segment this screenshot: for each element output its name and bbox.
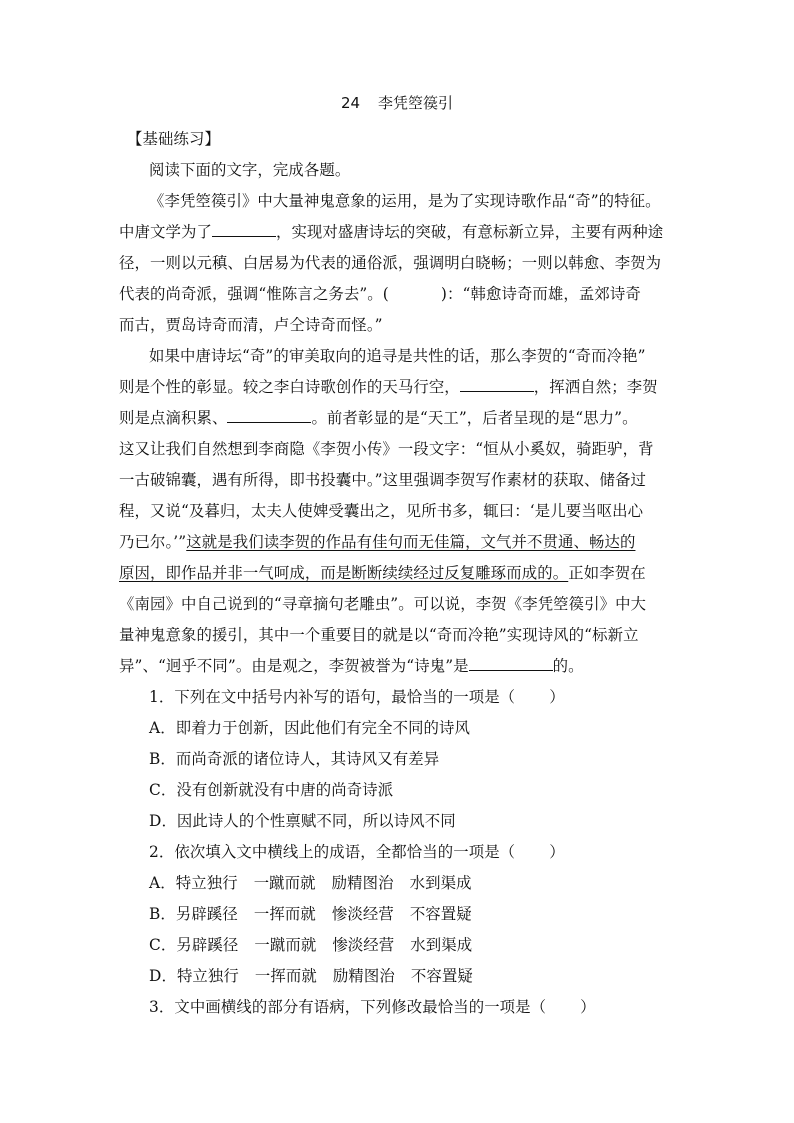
question-stem: 1．下列在文中括号内补写的语句，最恰当的一项是（ ）	[149, 688, 565, 706]
option-d[interactable]: D．特立独行 一挥而就 励精图治 不容置疑	[149, 967, 473, 985]
question-3	[119, 992, 675, 1023]
fill-blank-3[interactable]	[227, 408, 311, 423]
passage-line: 代表的尚奇派，强调“惟陈言之务去”。( )：“韩愈诗奇而雄，孟郊诗奇	[119, 285, 641, 303]
instruction-text: 阅读下面的文字，完成各题。	[149, 161, 351, 179]
fill-blank-2[interactable]	[460, 377, 534, 392]
passage-line: 《南园》中自己说到的“寻章摘句老雕虫”。可以说，李贺《李凭箜篌引》中大	[119, 595, 647, 613]
question-stem: 3．文中画横线的部分有语病，下列修改最恰当的一项是（ ）	[149, 998, 596, 1016]
question-stem: 2．依次填入文中横线上的成语，全都恰当的一项是（ ）	[149, 843, 565, 861]
passage-line: 径，一则以元稹、白居易为代表的通俗派，强调明白晓畅；一则以韩愈、李贺为	[119, 254, 662, 272]
underlined-sentence: 这就是我们读李贺的作品有佳句而无佳篇，文气并不贯通、畅达的	[186, 533, 636, 551]
lesson-title: 李凭箜篌引	[378, 94, 454, 112]
passage-line: 《李凭箜篌引》中大量神鬼意象的运用，是为了实现诗歌作品“奇”的特征。	[149, 192, 661, 210]
document-page	[119, 88, 675, 1023]
option-d[interactable]: D．因此诗人的个性禀赋不同，所以诗风不同	[149, 812, 456, 830]
option-c[interactable]: C．另辟蹊径 一蹴而就 惨淡经营 水到渠成	[149, 936, 473, 954]
fill-blank-4[interactable]	[469, 656, 553, 671]
passage-line: 而古，贾岛诗奇而清，卢仝诗奇而怪。”	[119, 316, 383, 334]
passage-paragraph-2	[119, 341, 675, 682]
passage-line: 程，又说“及暮归，太夫人使婢受囊出之，见所书多，辄曰：‘是儿要当呕出心	[119, 502, 644, 520]
passage-line: 如果中唐诗坛“奇”的审美取向的追寻是共性的话，那么李贺的“奇而冷艳”	[149, 347, 646, 365]
option-a[interactable]: A．特立独行 一蹴而就 励精图治 水到渠成	[149, 874, 472, 892]
page-title	[119, 88, 675, 118]
passage-line: 一古破锦囊，遇有所得，即书投囊中。”这里强调李贺写作素材的获取、储备过	[119, 471, 646, 489]
option-b[interactable]: B．而尚奇派的诸位诗人，其诗风又有差异	[149, 750, 440, 768]
passage-line: 这又让我们自然想到李商隐《李贺小传》一段文字：“恒从小奚奴，骑距驴，背	[119, 440, 654, 458]
option-c[interactable]: C．没有创新就没有中唐的尚奇诗派	[149, 781, 394, 799]
passage-line: 中唐文学为了 ，实现对盛唐诗坛的突破，有意标新立异，主要有两种途	[119, 223, 664, 241]
lesson-number: 24	[340, 94, 361, 112]
option-a[interactable]: A．即着力于创新，因此他们有完全不同的诗风	[149, 719, 471, 737]
passage-line: 则是点滴积累、 。前者彰显的是“天工”，后者呈现的是“思力”。	[119, 409, 638, 427]
passage-line: 量神鬼意象的援引，其中一个重要目的就是以“奇而冷艳”实现诗风的“标新立	[119, 626, 639, 644]
fill-blank-1[interactable]	[212, 222, 276, 237]
passage-line: 原因，即作品并非一气呵成，而是断断续续经过反复雕琢而成的。正如李贺在	[119, 564, 646, 582]
passage-paragraph-1	[119, 186, 675, 341]
question-2	[119, 837, 675, 992]
passage-line: 乃已尔。’”这就是我们读李贺的作品有佳句而无佳篇，文气并不贯通、畅达的	[119, 533, 636, 551]
option-b[interactable]: B．另辟蹊径 一挥而就 惨淡经营 不容置疑	[149, 905, 472, 923]
underlined-sentence: 原因，即作品并非一气呵成，而是断断续续经过反复雕琢而成的。	[119, 564, 569, 582]
passage-line: 则是个性的彰显。较之李白诗歌创作的天马行空， ，挥洒自然；李贺	[119, 378, 658, 396]
question-1	[119, 682, 675, 837]
section-heading: 【基础练习】	[127, 130, 220, 148]
passage-line: 异”、“迥乎不同”。由是观之，李贺被誉为“诗鬼”是 的。	[119, 657, 584, 675]
